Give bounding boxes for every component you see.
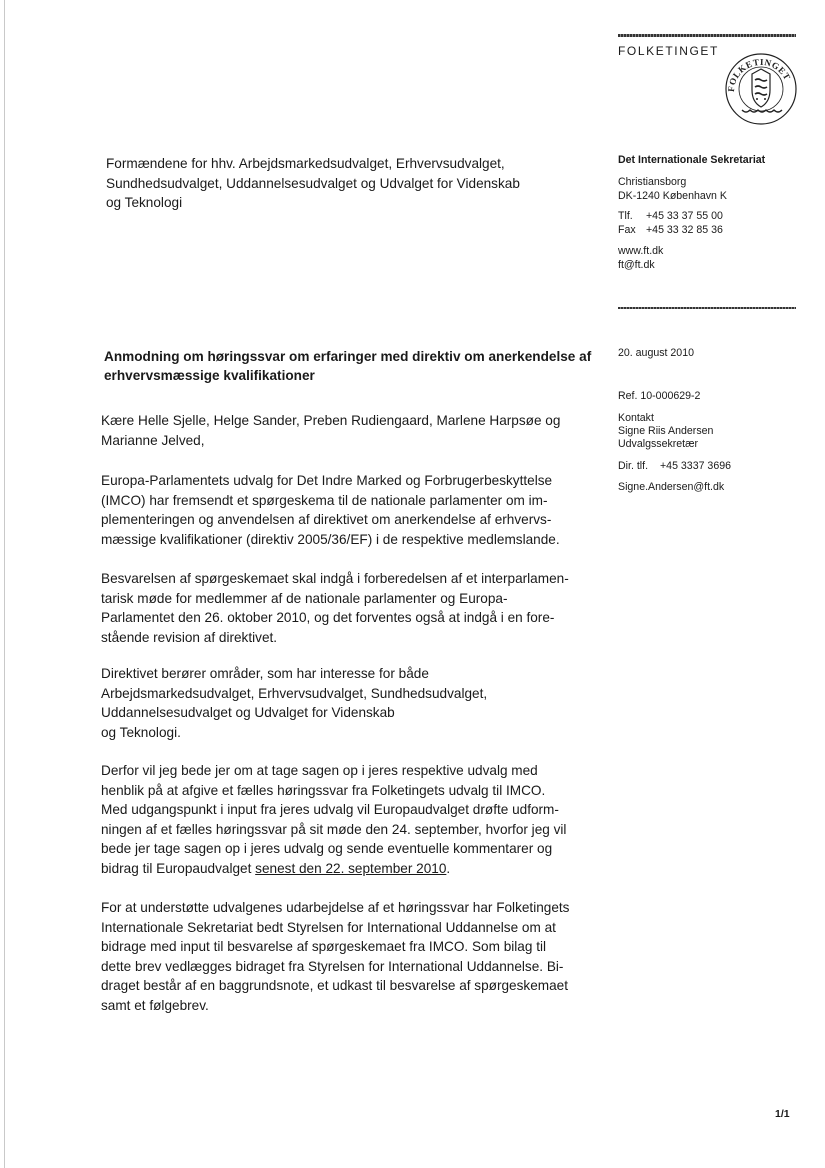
deadline-date: senest den 22. september 2010 xyxy=(255,860,447,876)
letter-subject xyxy=(104,347,610,385)
body-line: Internationale Sekretariat bedt Styrelsen for International Uddannelse om at xyxy=(101,919,556,935)
body-line-deadline xyxy=(101,859,591,879)
paragraph-interparliamentary-meeting xyxy=(101,569,591,647)
reference-number: Ref. 10-000629-2 xyxy=(618,390,701,402)
paragraph-request xyxy=(101,761,591,879)
letterhead-top-rule xyxy=(618,34,796,37)
body-line: Med udgangspunkt i input fra jeres udvalg vil Europaudvalget drøfte udform- xyxy=(101,802,559,818)
body-line: henblik på at afgive et fælles høringssvar fra Folketingets udvalg til IMCO. xyxy=(101,782,546,798)
body-line: (IMCO) har fremsendt et spørgeskema til de nationale parlamenter om im- xyxy=(101,492,548,508)
contact-name: Signe Riis Andersen xyxy=(618,425,714,437)
page-number: 1/1 xyxy=(775,1108,790,1120)
contact-email: Signe.Andersen@ft.dk xyxy=(618,481,725,493)
salutation-line-2: Marianne Jelved, xyxy=(101,432,205,448)
paragraph-imco-questionnaire xyxy=(101,471,591,549)
body-line: Europa-Parlamentets udvalg for Det Indre Marked og Forbrugerbeskyttelse xyxy=(101,473,553,488)
body-line: ningen af et fælles høringssvar på sit møde den 24. september, hvorfor jeg vil xyxy=(101,821,567,837)
body-line: Derfor vil jeg bede jer om at tage sagen op i jeres respektive udvalg med xyxy=(101,763,538,778)
body-line: Besvarelsen af spørgeskemaet skal indgå i forberedelsen af et interparlamen- xyxy=(101,571,569,586)
body-line: draget består af en baggrundsnote, et udkast til besvarelse af spørgeskemaet xyxy=(101,978,568,994)
body-line: bidrage med input til besvarelse af spørgeskemaet fra IMCO. Som bilag til xyxy=(101,939,547,955)
body-line: Parlamentet den 26. oktober 2010, og det forventes også at indgå i en fore- xyxy=(101,610,555,626)
sender-website: www.ft.dk xyxy=(618,245,664,257)
letter-date: 20. august 2010 xyxy=(618,347,694,359)
recipient-line-3: og Teknologi xyxy=(106,195,183,210)
recipient-block xyxy=(106,154,576,213)
fax-label: Fax xyxy=(618,224,636,236)
paragraph-attachment xyxy=(101,898,591,1016)
recipient-line-2: Sundhedsudvalget, Uddannelsesudvalget og Udvalget for Videnskab xyxy=(106,175,520,191)
sender-phone xyxy=(618,210,723,224)
body-line: Uddannelsesudvalget og Udvalget for Videnskab xyxy=(101,705,395,721)
body-line: og Teknologi. xyxy=(101,724,181,740)
contact-label: Kontakt xyxy=(618,412,654,424)
body-line: For at understøtte udvalgenes udarbejdelse af et høringssvar har Folketingets xyxy=(101,900,570,915)
sender-department: Det Internationale Sekretariat xyxy=(618,154,766,166)
subject-line-2: erhvervsmæssige kvalifikationer xyxy=(104,368,315,383)
sender-fax xyxy=(618,224,723,238)
body-line: dette brev vedlægges bidraget fra Styrelsen for International Uddannelse. Bi- xyxy=(101,958,564,974)
body-line: bede jer tage sagen op i jeres udvalg og sende eventuelle kommentarer og xyxy=(101,841,553,857)
body-line: mæssige kvalifikationer (direktiv 2005/36/EF) i de respektive medlemslande. xyxy=(101,531,560,547)
salutation xyxy=(101,411,591,450)
direct-phone-label: Dir. tlf. xyxy=(618,460,649,472)
folketinget-seal-logo xyxy=(724,52,798,126)
letterhead-divider-rule xyxy=(618,307,796,309)
phone-label: Tlf. xyxy=(618,210,633,222)
deadline-suffix: . xyxy=(446,860,451,876)
phone-number: +45 33 37 55 00 xyxy=(646,210,723,222)
organization-name: FOLKETINGET xyxy=(618,44,719,58)
contact-direct-phone xyxy=(618,460,731,474)
sender-address-line-1: Christiansborg xyxy=(618,176,687,188)
body-line: samt et følgebrev. xyxy=(101,997,209,1013)
salutation-line-1: Kære Helle Sjelle, Helge Sander, Preben Rudiengaard, Marlene Harpsøe og xyxy=(101,413,561,428)
scan-edge-line xyxy=(4,0,5,1168)
contact-title: Udvalgssekretær xyxy=(618,438,699,450)
body-line: plementeringen og anvendelsen af direktivet om anerkendelse af erhvervs- xyxy=(101,512,552,528)
fax-number: +45 33 32 85 36 xyxy=(646,224,723,236)
sender-email: ft@ft.dk xyxy=(618,259,655,271)
body-line: tarisk møde for medlemmer af de nationale parlamenter og Europa- xyxy=(101,590,508,606)
seal-text: FOLKETINGET xyxy=(725,56,793,93)
paragraph-affected-committees xyxy=(101,664,591,742)
body-line: Direktivet berører områder, som har interesse for både xyxy=(101,666,429,681)
direct-phone-number: +45 3337 3696 xyxy=(660,460,731,472)
recipient-line-1: Formændene for hhv. Arbejdsmarkedsudvalget, Erhvervsudvalget, xyxy=(106,156,505,171)
body-line: Arbejdsmarkedsudvalget, Erhvervsudvalget, Sundhedsudvalget, xyxy=(101,685,488,701)
subject-line-1: Anmodning om høringssvar om erfaringer med direktiv om anerkendelse af xyxy=(104,349,592,364)
body-line: stående revision af direktivet. xyxy=(101,629,278,645)
deadline-prefix: bidrag til Europaudvalget xyxy=(101,860,256,876)
sender-address-line-2: DK-1240 København K xyxy=(618,190,727,202)
